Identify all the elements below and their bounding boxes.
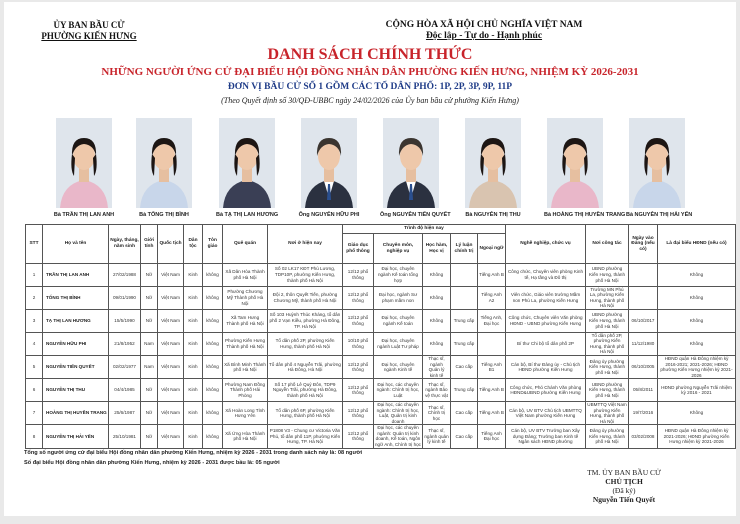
table-cell: 15/5/1990 [109,309,141,332]
portrait-image [383,118,439,208]
column-header: Dân tộc [184,225,203,264]
table-cell: Kinh [184,332,203,355]
table-cell: Phường Kiến Hưng Thành phố Hà Nội [223,332,268,355]
table-cell: Không [423,332,451,355]
table-cell: 09/01/1990 [109,286,141,309]
table-cell: 12/12 phổ thông [343,401,374,424]
table-cell: Nữ [141,286,158,309]
table-cell: Đại học, chuyên ngành Kế toán tổng hợp [374,264,423,287]
table-cell: Đại học, chuyên ngành Luật Tư pháp [374,332,423,355]
candidate-photo [462,118,524,218]
table-cell: Công chức, Chuyên viên phòng Kinh tế, Hạ tầng và Đô thị [506,264,586,287]
table-cell: 19/7/2016 [629,401,658,424]
table-cell: Phường Chương Mỹ Thành phố Hà Nội [223,286,268,309]
table-cell: NGUYỄN THỊ HẢI YẾN [43,425,109,448]
table-cell: NGUYỄN TIẾN QUYẾT [43,355,109,378]
table-cell [629,286,658,309]
table-cell: Không [658,286,736,309]
table-cell: không [203,286,223,309]
table-cell: Công chức, Phó Chánh Văn phòng HĐND&UBND phường Kiến Hưng [506,379,586,402]
column-header: Quốc tịch [158,225,184,264]
signature-block: TM. ỦY BAN BẦU CỬ CHỦ TỊCH (Đã ký) Nguyễn Tiến Quyết [587,468,661,504]
table-cell: Nữ [141,379,158,402]
table-cell: không [203,264,223,287]
table-row [26,355,736,378]
candidate-photo [544,118,626,218]
group-header: Trình độ hiện nay [343,225,506,234]
table-cell: Xã Ứng Hòa Thành phố Hà Nội [223,425,268,448]
table-cell: Cán bộ, Bí thư Đảng ủy - Chủ tịch HĐND phường Kiến Hưng [506,355,586,378]
photo-caption: Bà TỐNG THỊ BÌNH [139,212,189,218]
table-cell: P1808 V3 - Chung cư Victoria Văn Phú, tổ dân phố 11P, phường Kiến Hưng, TP. Hà Nội [268,425,343,448]
candidate-photos [4,118,736,226]
table-cell: 03/02/2008 [629,425,658,448]
table-cell: 6 [26,379,43,402]
table-cell: Xã Bình Minh Thành phố Hà Nội [223,355,268,378]
table-cell: Kinh [184,264,203,287]
table-cell: Phường Nam Đồng Thành phố Hải Phòng [223,379,268,402]
table-cell: 06/10/2005 [629,355,658,378]
table-cell: 21/8/1952 [109,332,141,355]
table-cell: Đảng ủy phường Kiến Hưng, thành phố Hà Nội [586,425,629,448]
table-cell: Tiếng Anh, Đại học [478,309,506,332]
candidate-table [25,224,736,449]
national-motto: CỘNG HÒA XÃ HỘI CHỦ NGHĨA VIỆT NAM Độc lập - Tự do - Hạnh phúc [385,20,583,41]
table-cell: Nữ [141,425,158,448]
portrait-image [465,118,521,208]
column-header: Ngày vào Đảng (nếu có) [629,225,658,264]
elected-count: Số đại biểu Hội đồng nhân dân phường Kiến Hưng, nhiệm kỳ 2026 - 2031 được bầu là: 05 người [24,460,280,466]
table-cell: Đại học, các chuyên ngành: Chính trị học, Luật, Quản trị kinh doanh [374,401,423,424]
page-subtitle: NHỮNG NGƯỜI ỨNG CỬ ĐẠI BIỂU HỘI ĐỒNG NHÂN DÂN PHƯỜNG KIẾN HƯNG, NHIỆM KỲ 2026-2031 [101,66,639,78]
table-cell: Kinh [184,309,203,332]
candidate-photo [53,118,115,218]
photo-caption: Bà NGUYỄN THỊ THU [465,212,521,218]
table-cell: Nữ [141,401,158,424]
table-cell: TRẦN THỊ LAN ANH [43,264,109,287]
table-cell: Thạc sĩ, ngành Bảo vệ thực vật [423,379,451,402]
portrait-image [219,118,275,208]
table-cell: Nam [141,355,158,378]
table-cell: Viên chức, Giáo viên trường Mầm non Phú La, phường Kiến Hưng [506,286,586,309]
table-cell: Việt Nam [158,332,184,355]
table-cell: Việt Nam [158,425,184,448]
table-cell: Xã Hoàn Long Tỉnh Hưng Yên [223,401,268,424]
table-cell: Tiếng Anh B1 [478,355,506,378]
decision-reference: (Theo Quyết định số 30/QĐ-UBBC ngày 24/02/2026 của Ủy ban bầu cử phường Kiến Hưng) [221,96,519,105]
table-cell: Không [658,401,736,424]
table-cell: Thạc sĩ, ngành Quản lý kinh tế [423,355,451,378]
table-cell: Nữ [141,264,158,287]
portrait-image [301,118,357,208]
table-cell: 8 [26,425,43,448]
table-cell: UBND phường Kiến Hưng, thành phố Hà Nội [586,379,629,402]
table-cell: Bí thư Chi bộ tổ dân phố 2P [506,332,586,355]
photo-caption: Ông NGUYỄN HỮU PHI [298,212,360,218]
table-cell: Trường MN Phú La, phường Kiến Hưng, thành phố Hà Nội [586,286,629,309]
table-cell: Việt Nam [158,286,184,309]
column-header: Ngày, tháng, năm sinh [109,225,141,264]
column-header: Học hàm, Học vị [423,234,451,264]
table-cell: 04/4/1985 [109,379,141,402]
column-header: Nơi công tác [586,225,629,264]
table-row [26,401,736,424]
table-cell: 12/12 phổ thông [343,425,374,448]
column-header: Họ và tên [43,225,109,264]
table-cell: Kinh [184,401,203,424]
table-cell: 05/8/2011 [629,379,658,402]
table-cell: Số 103 Huỳnh Thúc Kháng, tổ dân phố 2 Vạn Kiều, phường Hà Đông, TP. Hà Nội [268,309,343,332]
table-cell: Việt Nam [158,264,184,287]
column-header: Là đại biểu HĐND (nếu có) [658,225,736,264]
portrait-image [136,118,192,208]
table-cell: Việt Nam [158,355,184,378]
table-cell: Nam [141,332,158,355]
table-cell: 4 [26,332,43,355]
table-cell: Tiếng Anh B [478,379,506,402]
portrait-image [56,118,112,208]
total-candidates: Tổng số người ứng cử đại biểu Hội đồng nhân dân phường Kiến Hưng, nhiệm kỳ 2026 - 2031 trong danh sách này là: 08 người [24,450,363,456]
table-cell: Không [423,286,451,309]
table-cell: Việt Nam [158,401,184,424]
table-cell: 12/12 phổ thông [343,309,374,332]
table-cell [451,264,478,287]
table-cell: Số 02 LK17 KĐT Phú Lương, TDP10P, phường Kiến Hưng, thành phố Hà Nội [268,264,343,287]
table-cell: Kinh [184,379,203,402]
table-cell: không [203,332,223,355]
portrait-image [547,118,603,208]
table-cell [629,264,658,287]
table-cell: Trung cấp [451,332,478,355]
table-cell: 2 [26,286,43,309]
table-cell: Tổ dân phố 2P, phường Kiến Hưng, thành phố Hà Nội [586,332,629,355]
table-cell: Cao cấp [451,425,478,448]
candidate-photo [626,118,693,218]
column-header: Giới tính [141,225,158,264]
table-cell: Nữ [141,309,158,332]
table-cell: không [203,401,223,424]
column-header: Nơi ở hiện nay [268,225,343,264]
table-row [26,286,736,309]
table-cell: Tiếng Anh B [478,264,506,287]
table-cell [451,286,478,309]
table-cell: Tiếng Anh A2 [478,286,506,309]
table-cell: Kinh [184,425,203,448]
table-cell [478,332,506,355]
table-cell: không [203,355,223,378]
table-cell: HĐND quận Hà Đông nhiệm kỳ 2016-2021; 2021-2026; HĐND phường Kiến Hưng nhiệm kỳ 2021-2026 [658,355,736,378]
table-cell: Thạc sĩ, ngành quản lý kinh tế [423,425,451,448]
table-cell: 25/6/1987 [109,401,141,424]
table-cell: Trung cấp [451,309,478,332]
column-header: Tôn giáo [203,225,223,264]
table-cell: Xã Dân Hòa Thành phố Hà Nội [223,264,268,287]
column-header: STT [26,225,43,264]
table-cell: Không [423,264,451,287]
table-cell: không [203,309,223,332]
column-header: Lý luận chính trị [451,234,478,264]
table-cell: 11/12/1980 [629,332,658,355]
photo-caption: Bà NGUYỄN THỊ HẢI YẾN [626,212,693,218]
table-row [26,425,736,448]
table-cell: 12/12 phổ thông [343,264,374,287]
candidate-photo [298,118,360,218]
candidate-photo [216,118,278,218]
column-header: Nghề nghiệp, chức vụ [506,225,586,264]
table-cell: Cao cấp [451,401,478,424]
table-cell: Trung cấp [451,379,478,402]
electoral-unit: ĐƠN VỊ BẦU CỬ SỐ 1 GỒM CÁC TỔ DÂN PHỐ: 1P, 2P, 3P, 9P, 11P [227,82,513,92]
portrait-image [629,118,685,208]
table-cell: HOÀNG THỊ HUYỀN TRANG [43,401,109,424]
table-cell: Đội 2, thôn Quyết Tiến, phường Chương Mỹ, thành phố Hà Nội [268,286,343,309]
table-cell: NGUYỄN THỊ THU [43,379,109,402]
column-header: Giáo dục phổ thông [343,234,374,264]
table-cell: NGUYỄN HỮU PHI [43,332,109,355]
photo-caption: Ông NGUYỄN TIẾN QUYẾT [380,212,451,218]
table-cell: 25/10/1981 [109,425,141,448]
table-cell: 12/12 phổ thông [343,355,374,378]
document-page [4,2,736,516]
table-cell: TẠ THỊ LAN HƯƠNG [43,309,109,332]
table-cell: UBND phường Kiến Hưng, thành phố Hà Nội [586,264,629,287]
candidate-photo [133,118,195,218]
candidate-photo [380,118,451,218]
table-cell: 02/02/1977 [109,355,141,378]
table-cell: UBMTTQ Việt Nam phường Kiến Hưng, thành phố Hà Nội [587,401,627,424]
table-row [26,264,736,287]
table-cell: 27/02/1988 [109,264,141,287]
table-cell: Không [658,264,736,287]
table-cell: 06/10/2017 [629,309,658,332]
photo-caption: Bà TẠ THỊ LAN HƯƠNG [216,212,279,218]
photo-caption: Bà HOÀNG THỊ HUYỀN TRANG [544,212,626,218]
table-cell: Đại học, các chuyên ngành: Chính trị học, Luật [374,379,423,402]
table-cell: UBND phường Kiến Hưng, thành phố Hà Nội [586,309,629,332]
table-cell: Đảng ủy phường Kiến Hưng, thành phố Hà Nội [586,355,629,378]
table-cell: Tổ dân phố 6P, phường Kiến Hưng, thành phố Hà Nội [268,401,343,424]
table-cell: Cao cấp [451,355,478,378]
table-cell: không [203,379,223,402]
table-cell: Số 17 phố Lê Quý Đôn, TDP9 Nguyễn Trãi, phường Hà Đông, thành phố Hà Nội [268,379,343,402]
table-cell: Việt Nam [158,379,184,402]
table-cell: 1 [26,264,43,287]
table-cell: Công chức, Chuyên viên Văn phòng HĐND - UBND phường Kiến Hưng [506,309,586,332]
column-header: Ngoại ngữ [478,234,506,264]
table-cell: không [203,425,223,448]
table-row [26,309,736,332]
table-cell: Đại học, chuyên ngành Kế toán [374,309,423,332]
table-cell: HĐND quận Hà Đông nhiệm kỳ 2021-2026; HĐND phường Kiến Hưng nhiệm kỳ 2021-2026 [658,425,736,448]
table-cell: Kinh [184,286,203,309]
table-cell: Cán bộ, UV BTV Trưởng ban Xây dựng Đảng; Trưởng ban Kinh tế Ngân sách HĐND phường [506,425,586,448]
table-cell: Đại học, ngành Sư phạm mầm non [374,286,423,309]
table-cell: Không [423,309,451,332]
table-cell: 3 [26,309,43,332]
table-cell: 5 [26,355,43,378]
table-cell: Đại học, chuyên ngành Kinh tế [374,355,423,378]
table-cell: Tổ dân phố 4 Nguyễn Trãi, phường Hà Đông, Hà Nội [268,355,343,378]
table-row [26,379,736,402]
table-cell: Cán bộ, UV BTV Chủ tịch UBMTTQ Việt Nam phường Kiến Hưng [506,401,586,424]
table-cell: 12/12 phổ thông [343,379,374,402]
photo-caption: Bà TRẦN THỊ LAN ANH [53,212,115,218]
table-row [26,332,736,355]
table-cell: 7 [26,401,43,424]
table-cell: 12/12 phổ thông [343,286,374,309]
table-cell: Tiếng Anh Đại học [478,425,506,448]
column-header: Chuyên môn, nghiệp vụ [374,234,423,264]
page-title: DANH SÁCH CHÍNH THỨC [267,46,473,63]
table-cell: Việt Nam [158,309,184,332]
table-cell: Không [658,332,736,355]
column-header: Quê quán [223,225,268,264]
table-cell: Tổ dân phố 2P, phường Kiến Hưng, thành phố Hà Nội [268,332,343,355]
table-cell: Đại học, các chuyên ngành: Quản trị kinh doanh, Kế toán, Ngôn ngữ Anh, Chính trị học [375,425,421,448]
table-cell: Xã Tam Hưng Thành phố Hà Nội [223,309,268,332]
table-cell: TỐNG THỊ BÌNH [43,286,109,309]
table-cell: Thạc sĩ, Chính trị học [423,401,451,424]
issuer-block: ỦY BAN BẦU CỬ PHƯỜNG KIẾN HƯNG [41,20,137,41]
table-cell: Tiếng Anh B [478,401,506,424]
table-cell: Kinh [184,355,203,378]
table-cell: Không [658,309,736,332]
table-cell: 10/10 phổ thông [343,332,374,355]
table-cell: HĐND phường Nguyễn Trãi nhiệm kỳ 2016 - 2021 [658,379,736,402]
